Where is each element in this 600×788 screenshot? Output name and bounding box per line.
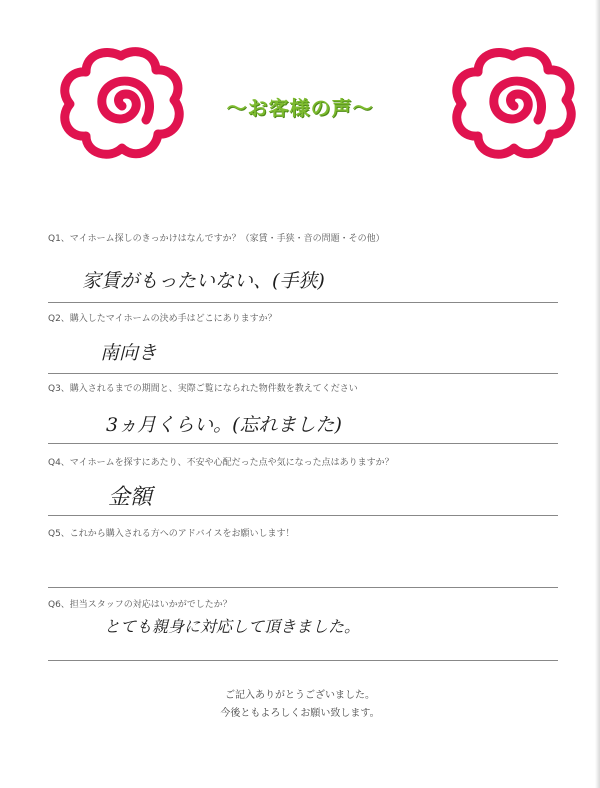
- answer-3: 3ヵ月くらい。(忘れました): [106, 414, 342, 436]
- answer-line: [48, 373, 558, 374]
- answer-line: [48, 515, 558, 516]
- question-1: Q1、マイホーム探しのきっかけはなんですか？（家賃・手狭・音の問題・その他）: [48, 234, 385, 244]
- answer-line: [48, 587, 558, 588]
- page-title: ～お客様の声～: [226, 96, 374, 120]
- answer-line: [48, 302, 558, 303]
- question-3: Q3、購入されるまでの期間と、実際ご覧になられた物件数を教えてください: [48, 384, 358, 394]
- footer-thanks: ご記入ありがとうございました。: [225, 690, 375, 701]
- answer-6: とても親身に対応して頂きました。: [104, 617, 361, 636]
- answer-line: [48, 443, 558, 444]
- footer-regards: 今後ともよろしくお願い致します。: [220, 708, 380, 719]
- question-5: Q5、これから購入される方へのアドバイスをお願いします！: [48, 529, 295, 539]
- question-2: Q2、購入したマイホームの決め手はどこにありますか？: [48, 314, 277, 324]
- scan-edge: [595, 0, 600, 788]
- answer-1: 家賃がもったいない、(手狭): [82, 270, 325, 292]
- answer-line: [48, 660, 558, 661]
- question-4: Q4、マイホームを探すにあたり、不安や心配だった点や気になった点はありますか？: [48, 458, 394, 468]
- answer-4: 金額: [108, 485, 153, 510]
- answer-2: 南向き: [100, 342, 158, 364]
- question-6: Q6、担当スタッフの対応はいかがでしたか？: [48, 600, 232, 610]
